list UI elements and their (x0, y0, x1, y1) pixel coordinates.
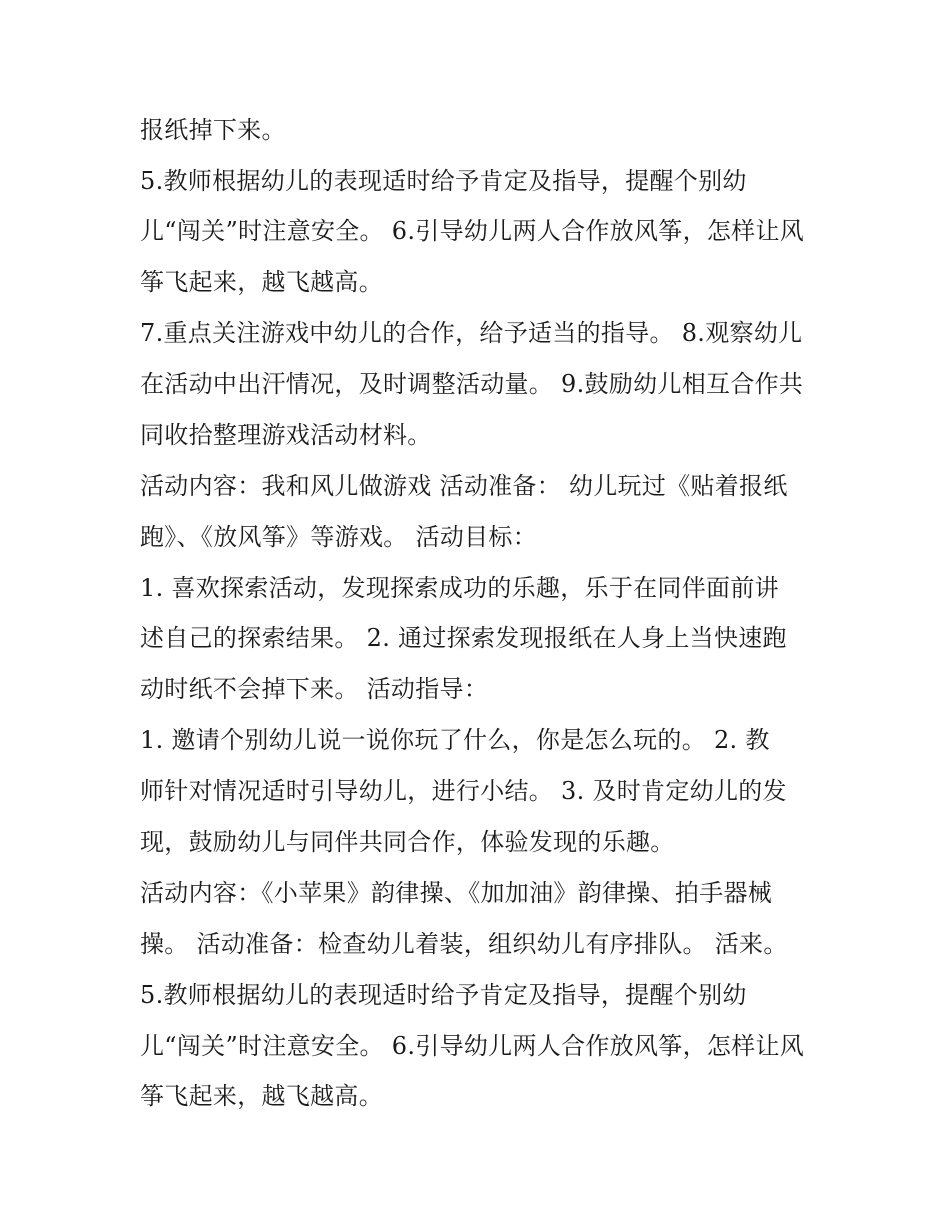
text-line: 5.教师根据幼儿的表现适时给予肯定及指导，提醒个别幼 (140, 167, 747, 195)
text-line: 师针对情况适时引导幼儿，进行小结。 3. 及时肯定幼儿的发 (140, 777, 787, 805)
text-line: 儿“闯关”时注意安全。 6.引导幼儿两人合作放风筝，怎样让风 (140, 1032, 805, 1060)
text-line: 跑》、《放风筝》等游戏。 活动目标： (140, 523, 538, 551)
text-line: 筝飞起来，越飞越高。 (140, 268, 383, 296)
text-line: 现，鼓励幼儿与同伴共同合作，体验发现的乐趣。 (140, 828, 675, 856)
text-line: 1. 喜欢探索活动，发现探索成功的乐趣，乐于在同伴面前讲 (140, 574, 779, 602)
text-line: 同收拾整理游戏活动材料。 (140, 421, 432, 449)
text-line: 儿“闯关”时注意安全。 6.引导幼儿两人合作放风筝，怎样让风 (140, 217, 805, 245)
text-line: 在活动中出汗情况，及时调整活动量。 9.鼓励幼儿相互合作共 (140, 370, 804, 398)
text-line: 1. 邀请个别幼儿说一说你玩了什么，你是怎么玩的。 2. 教 (140, 726, 770, 754)
text-line: 5.教师根据幼儿的表现适时给予肯定及指导，提醒个别幼 (140, 981, 747, 1009)
text-line: 7.重点关注游戏中幼儿的合作，给予适当的指导。 8.观察幼儿 (140, 319, 803, 347)
text-line: 动时纸不会掉下来。 活动指导： (140, 675, 489, 703)
text-line: 筝飞起来，越飞越高。 (140, 1082, 383, 1110)
text-line: 活动内容：我和风儿做游戏 活动准备： 幼儿玩过《贴着报纸 (140, 472, 788, 500)
text-line: 报纸掉下来。 (140, 116, 286, 144)
text-line: 操。 活动准备：检查幼儿着装，组织幼儿有序排队。 活来。 (140, 930, 788, 958)
text-line: 活动内容：《小苹果》韵律操、《加加油》韵律操、拍手器械 (140, 879, 773, 907)
text-line: 述自己的探索结果。 2. 通过探索发现报纸在人身上当快速跑 (140, 624, 787, 652)
